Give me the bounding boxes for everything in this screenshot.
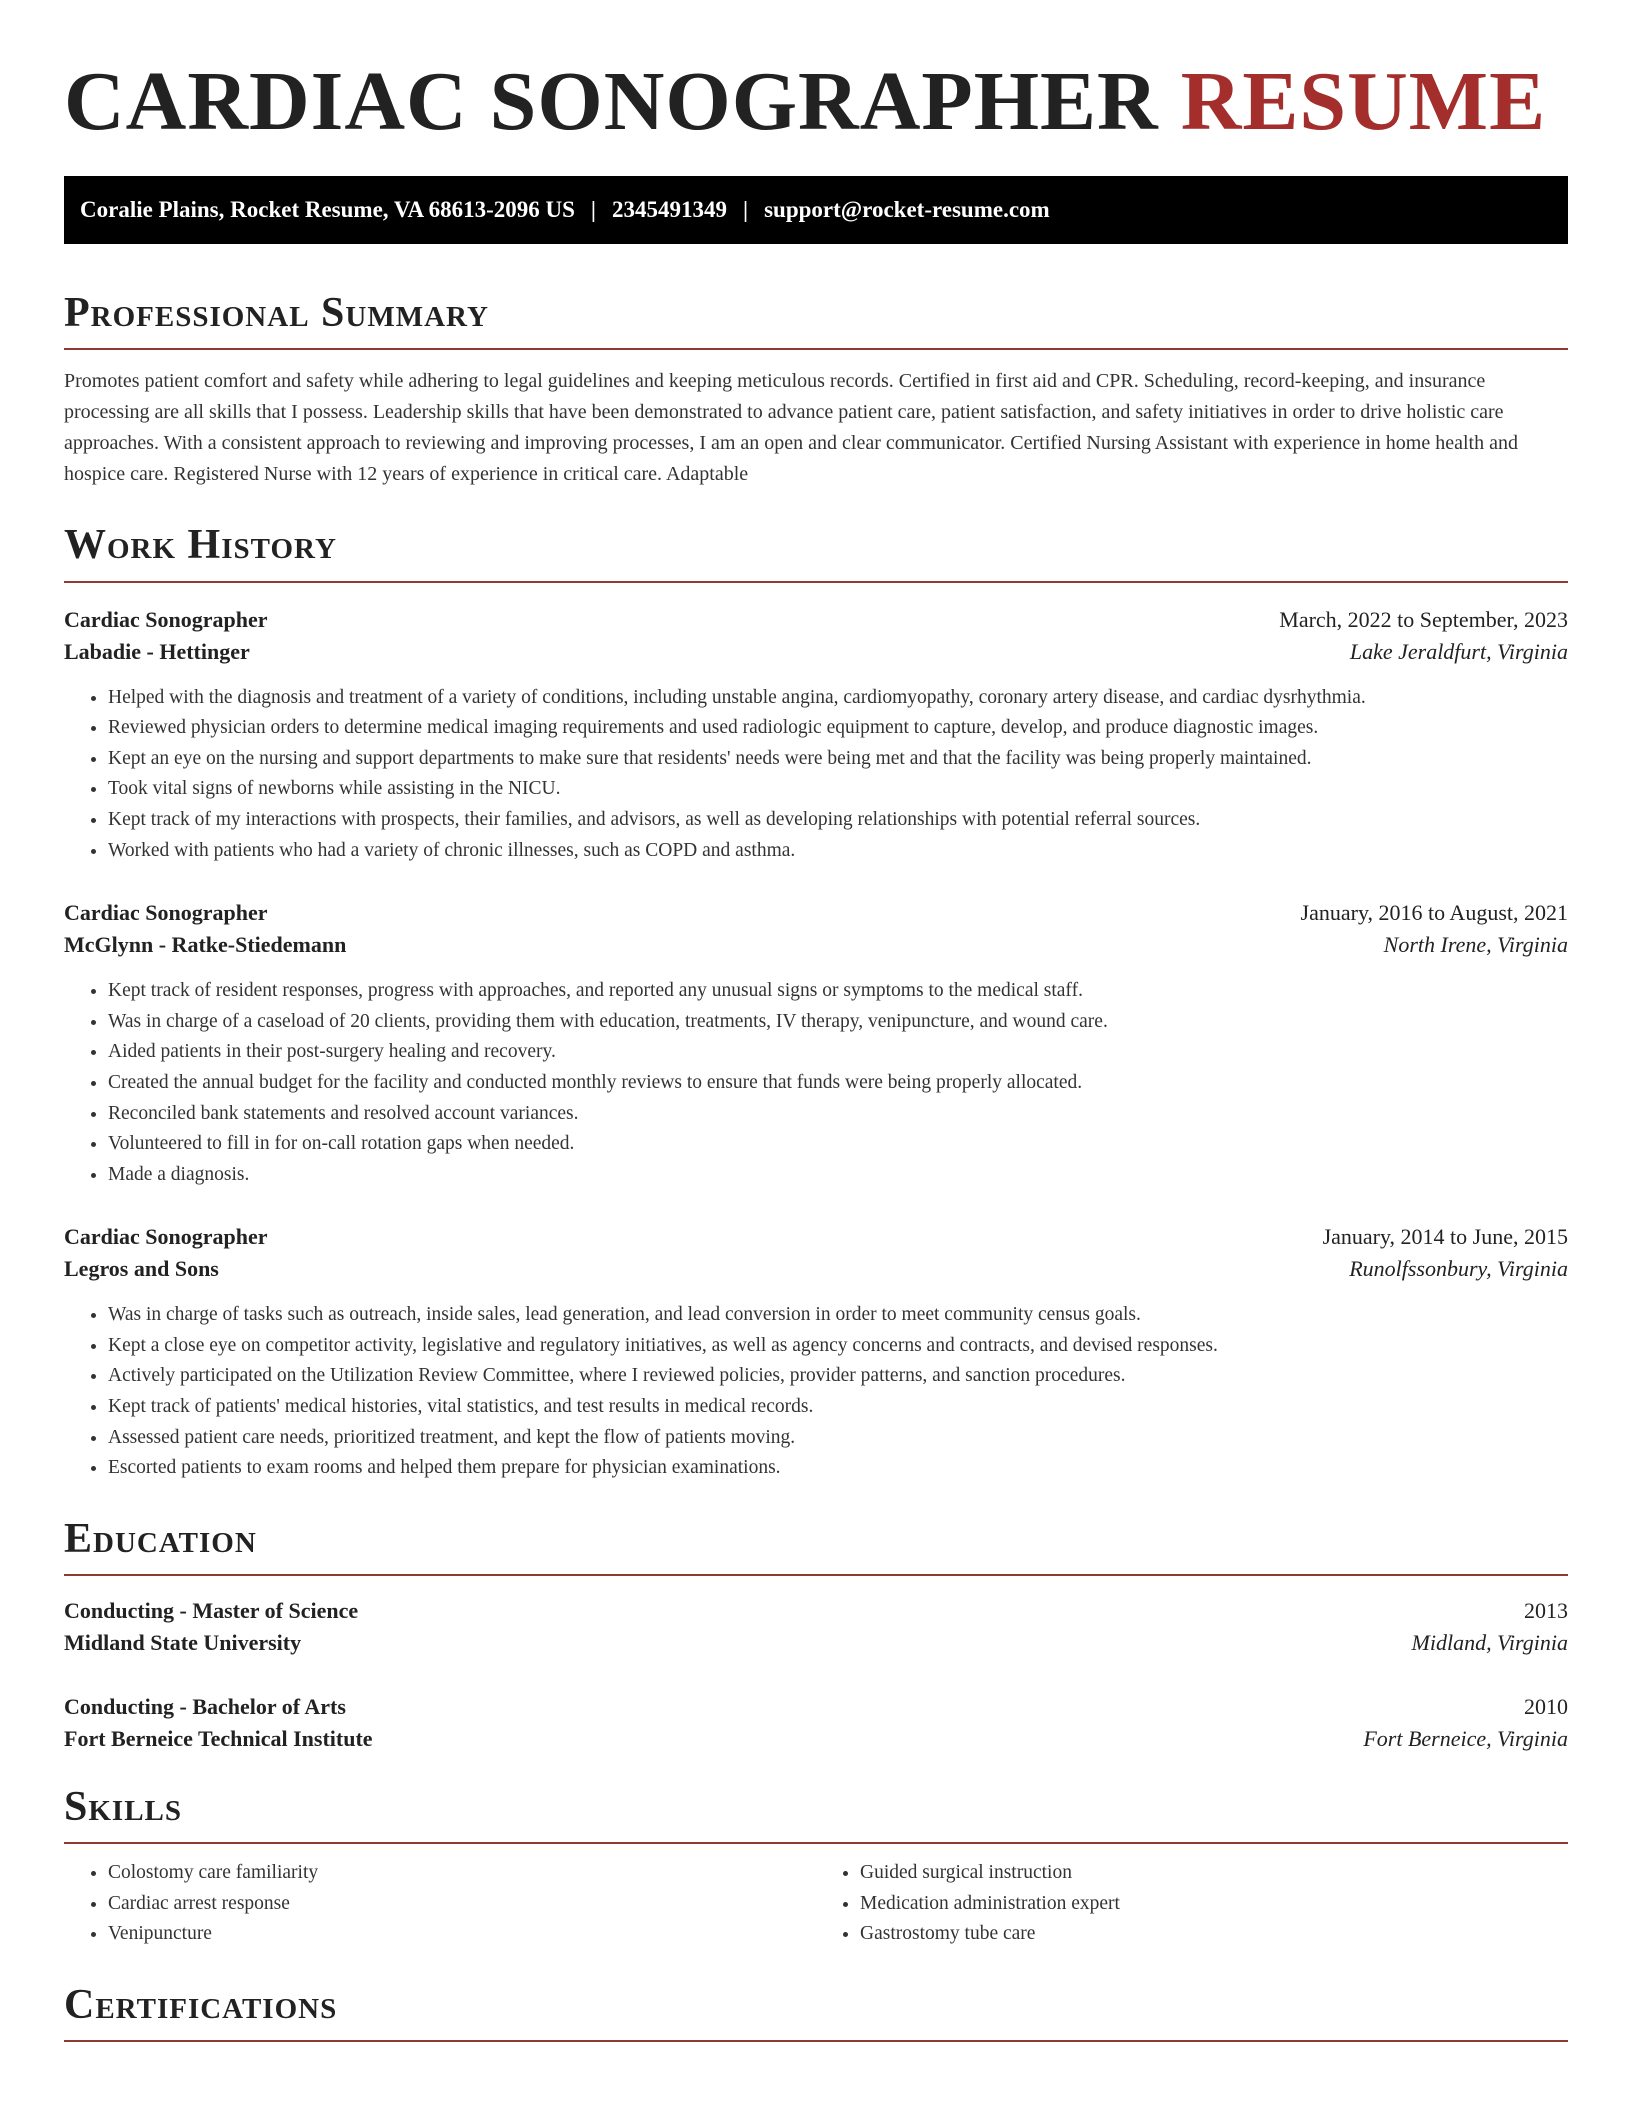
list-item: • Assessed patient care needs, prioritized treatment, and kept the flow of patients moving. — [108, 1423, 1568, 1454]
education-school-row — [64, 1726, 1568, 1752]
contact-phone: 2345491349 — [612, 197, 727, 223]
job-bullets — [64, 683, 1568, 867]
education-entry — [64, 1694, 1568, 1752]
title-main: CARDIAC SONOGRAPHER — [64, 55, 1159, 148]
job-company-row — [64, 932, 1568, 958]
skill-item: • Venipuncture — [108, 1919, 816, 1950]
certifications-heading: Certifications — [64, 1982, 338, 2028]
summary-text: Promotes patient comfort and safety while adhering to legal guidelines and keeping meticulous records. Certified in first aid and CPR. Scheduling, record-keeping, and insurance processing are all skills that I possess. Leadership skills that have been demonstrated to advance patient care, patient satisfaction, and safety initiatives in order to drive holistic care approaches. With a consistent approach to reviewing and improving processes, I am an open and clear communicator. Certified Nursing Assistant with experience in home health and hospice care. Registered Nurse with 12 years of experience in critical care. Adaptable — [64, 370, 1518, 486]
skills-column-right — [816, 1858, 1568, 1950]
skills-section — [64, 1784, 1568, 1950]
contact-bar — [64, 176, 1568, 244]
title-accent: RESUME — [1180, 55, 1547, 148]
job-company: Legros and Sons — [64, 1256, 219, 1282]
education-entry — [64, 1598, 1568, 1656]
resume-title — [64, 0, 1568, 146]
job-location: Lake Jeraldfurt, Virginia — [1349, 638, 1568, 664]
job-company: Labadie - Hettinger — [64, 638, 250, 664]
skill-item: • Cardiac arrest response — [108, 1889, 816, 1920]
job-dates: March, 2022 to September, 2023 — [1279, 606, 1568, 632]
job-location: Runolfssonbury, Virginia — [1349, 1256, 1568, 1282]
list-item: • Kept track of patients' medical histories, vital statistics, and test results in medical records. — [108, 1392, 1568, 1423]
section-divider — [64, 581, 1568, 583]
education-degree: Conducting - Bachelor of Arts — [64, 1694, 346, 1720]
education-degree-row — [64, 1598, 1568, 1624]
contact-email: support@rocket-resume.com — [764, 197, 1050, 223]
contact-separator: | — [743, 197, 749, 223]
list-item: • Reconciled bank statements and resolved account variances. — [108, 1099, 1568, 1130]
contact-separator: | — [590, 197, 596, 223]
job-title-row — [64, 607, 1568, 633]
job-company: McGlynn - Ratke-Stiedemann — [64, 932, 347, 958]
work-history-section — [64, 522, 1568, 1483]
list-item: • Took vital signs of newborns while assisting in the NICU. — [108, 774, 1568, 805]
list-item: • Kept track of resident responses, progress with approaches, and reported any unusual signs or symptoms to the medical staff. — [108, 976, 1568, 1007]
education-year: 2013 — [1524, 1598, 1568, 1624]
summary-section — [64, 290, 1568, 490]
list-item: • Helped with the diagnosis and treatment of a variety of conditions, including unstable angina, cardiomyopathy, coronary artery disease, and cardiac dysrhythmia. — [108, 683, 1568, 714]
job-company-row — [64, 639, 1568, 665]
job-title: Cardiac Sonographer — [64, 606, 268, 632]
list-item: • Worked with patients who had a variety of chronic illnesses, such as COPD and asthma. — [108, 836, 1568, 867]
list-item: • Aided patients in their post-surgery healing and recovery. — [108, 1037, 1568, 1068]
list-item: • Was in charge of tasks such as outreach, inside sales, lead generation, and lead conversion in order to meet community census goals. — [108, 1300, 1568, 1331]
list-item: • Escorted patients to exam rooms and helped them prepare for physician examinations. — [108, 1453, 1568, 1484]
certifications-section — [64, 1982, 1568, 2042]
work-history-heading: Work History — [64, 522, 337, 569]
skills-grid — [64, 1858, 1568, 1950]
education-school: Fort Berneice Technical Institute — [64, 1726, 373, 1752]
job-entry — [64, 1224, 1568, 1484]
job-entry — [64, 900, 1568, 1190]
skill-item: • Gastrostomy tube care — [860, 1919, 1568, 1950]
job-bullets — [64, 976, 1568, 1190]
education-year: 2010 — [1524, 1694, 1568, 1720]
section-divider — [64, 1842, 1568, 1844]
job-entry — [64, 607, 1568, 867]
contact-address: Coralie Plains, Rocket Resume, VA 68613-2096 US — [80, 197, 575, 223]
list-item: • Actively participated on the Utilization Review Committee, where I reviewed policies, provider patterns, and sanction procedures. — [108, 1361, 1568, 1392]
job-title-row — [64, 1224, 1568, 1250]
skills-column-left — [64, 1858, 816, 1950]
skills-heading: Skills — [64, 1784, 183, 1831]
education-location: Fort Berneice, Virginia — [1363, 1726, 1568, 1752]
education-degree: Conducting - Master of Science — [64, 1598, 359, 1624]
education-school: Midland State University — [64, 1630, 302, 1656]
jobs-list — [64, 607, 1568, 1484]
job-title: Cardiac Sonographer — [64, 900, 268, 926]
education-section — [64, 1516, 1568, 1752]
job-location: North Irene, Virginia — [1383, 932, 1568, 958]
job-bullets — [64, 1300, 1568, 1484]
job-dates: January, 2014 to June, 2015 — [1322, 1224, 1568, 1250]
list-item: • Was in charge of a caseload of 20 clients, providing them with education, treatments, IV therapy, venipuncture, and wound care. — [108, 1007, 1568, 1038]
list-item: • Kept an eye on the nursing and support departments to make sure that residents' needs were being met and that the facility was being properly maintained. — [108, 744, 1568, 775]
list-item: • Kept a close eye on competitor activity, legislative and regulatory initiatives, as well as agency concerns and contracts, and devised responses. — [108, 1331, 1568, 1362]
job-dates: January, 2016 to August, 2021 — [1300, 900, 1568, 926]
education-degree-row — [64, 1694, 1568, 1720]
education-list — [64, 1598, 1568, 1752]
skill-item: • Medication administration expert — [860, 1889, 1568, 1920]
section-divider — [64, 2040, 1568, 2042]
summary-heading: Professional Summary — [64, 290, 489, 337]
section-divider — [64, 348, 1568, 350]
list-item: • Volunteered to fill in for on-call rotation gaps when needed. — [108, 1129, 1568, 1160]
list-item: • Kept track of my interactions with prospects, their families, and advisors, as well as developing relationships with potential referral sources. — [108, 805, 1568, 836]
education-school-row — [64, 1630, 1568, 1656]
job-company-row — [64, 1256, 1568, 1282]
list-item: • Created the annual budget for the facility and conducted monthly reviews to ensure that funds were being properly allocated. — [108, 1068, 1568, 1099]
list-item: • Made a diagnosis. — [108, 1160, 1568, 1191]
education-heading: Education — [64, 1515, 257, 1562]
section-divider — [64, 1574, 1568, 1576]
job-title-row — [64, 900, 1568, 926]
job-title: Cardiac Sonographer — [64, 1224, 268, 1250]
list-item: • Reviewed physician orders to determine medical imaging requirements and used radiologic equipment to capture, develop, and produce diagnostic images. — [108, 713, 1568, 744]
skill-item: • Guided surgical instruction — [860, 1858, 1568, 1889]
education-location: Midland, Virginia — [1411, 1630, 1568, 1656]
skill-item: • Colostomy care familiarity — [108, 1858, 816, 1889]
